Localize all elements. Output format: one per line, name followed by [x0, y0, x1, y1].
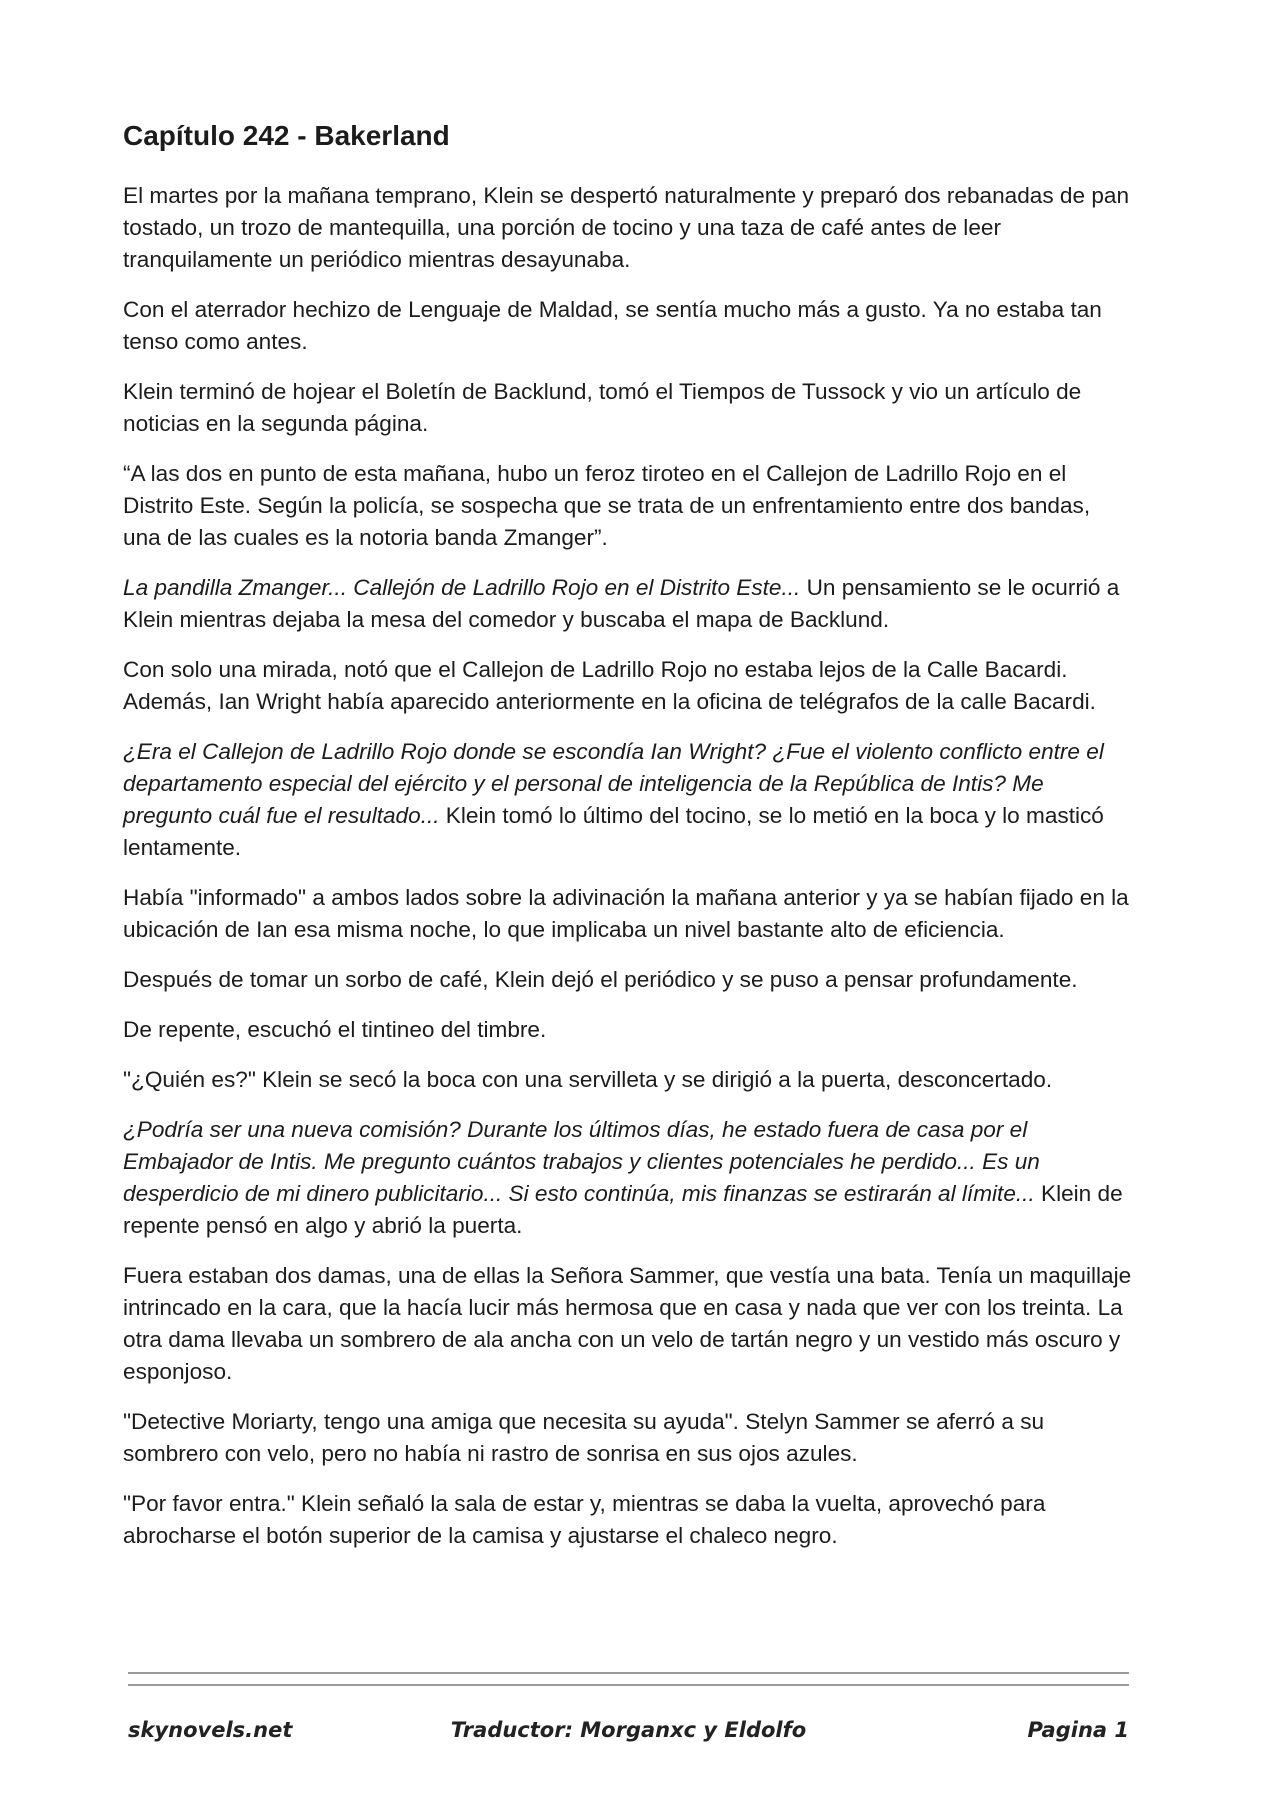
paragraph [123, 882, 1133, 946]
body-text: "¿Quién es?" Klein se secó la boca con una servilleta y se dirigió a la puerta, desconcertado. [123, 1067, 1053, 1093]
body-text: Con solo una mirada, notó que el Callejon de Ladrillo Rojo no estaba lejos de la Calle Bacardi. Además, Ian Wright había aparecido anteriormente en la oficina de telégrafos de la calle Bacardi. [123, 657, 1096, 715]
body-text: Un pensamiento se le ocurrió a Klein mientras dejaba la mesa del comedor y buscaba el mapa de Backlund. [123, 575, 1120, 633]
paragraph [123, 1064, 1133, 1096]
paragraph [123, 1014, 1133, 1046]
body-text: Fuera estaban dos damas, una de ellas la Señora Sammer, que vestía una bata. Tenía un maquillaje intrincado en la cara, que la hacía lucir más hermosa que en casa y nada que ver con los treinta. La otra dama llevaba un sombrero de ala ancha con un velo de tartán negro y un vestido más oscuro y esponjoso. [123, 1263, 1132, 1385]
footer-rule-bottom [128, 1684, 1129, 1686]
footer-site-name: skynovels.net [128, 1718, 293, 1742]
body-text: Después de tomar un sorbo de café, Klein dejó el periódico y se puso a pensar profundamente. [123, 967, 1078, 993]
paragraph [123, 654, 1133, 718]
footer-translator-credit: Traductor: Morganxc y Eldolfo [450, 1718, 807, 1742]
paragraph [123, 1114, 1133, 1242]
footer-divider [128, 1672, 1129, 1686]
body-text: De repente, escuchó el tintineo del timbre. [123, 1017, 547, 1043]
page-footer [128, 1712, 1129, 1752]
paragraph [123, 1406, 1133, 1470]
paragraph [123, 458, 1133, 554]
footer-page-number: Pagina 1 [1027, 1718, 1129, 1742]
paragraph-list [123, 180, 1133, 1552]
paragraph [123, 294, 1133, 358]
body-text: Había "informado" a ambos lados sobre la adivinación la mañana anterior y ya se habían fijado en la ubicación de Ian esa misma noche, lo que implicaba un nivel bastante alto de eficiencia. [123, 885, 1129, 943]
paragraph [123, 964, 1133, 996]
body-text: Klein tomó lo último del tocino, se lo metió en la boca y lo masticó lentamente. [123, 803, 1104, 861]
chapter-title: Capítulo 242 - Bakerland [123, 120, 450, 151]
paragraph [123, 736, 1133, 864]
body-text: El martes por la mañana temprano, Klein se despertó naturalmente y preparó dos rebanadas de pan tostado, un trozo de mantequilla, una porción de tocino y una taza de café antes de leer tranquilamente un periódico mientras desayunaba. [123, 183, 1130, 273]
body-text: Con el aterrador hechizo de Lenguaje de Maldad, se sentía mucho más a gusto. Ya no estaba tan tenso como antes. [123, 297, 1102, 355]
italic-text: La pandilla Zmanger... Callejón de Ladrillo Rojo en el Distrito Este... [123, 575, 801, 601]
paragraph [123, 180, 1133, 276]
paragraph [123, 376, 1133, 440]
paragraph [123, 572, 1133, 636]
body-text: “A las dos en punto de esta mañana, hubo un feroz tiroteo en el Callejon de Ladrillo Rojo en el Distrito Este. Según la policía, se sospecha que se trata de un enfrentamiento entre dos bandas, una de las cuales es la notoria banda Zmanger”. [123, 461, 1091, 551]
paragraph [123, 1488, 1133, 1552]
body-text: Klein terminó de hojear el Boletín de Backlund, tomó el Tiempos de Tussock y vio un artículo de noticias en la segunda página. [123, 379, 1082, 437]
body-text: "Por favor entra." Klein señaló la sala de estar y, mientras se daba la vuelta, aprovechó para abrocharse el botón superior de la camisa y ajustarse el chaleco negro. [123, 1491, 1046, 1549]
document-body [123, 118, 1133, 1570]
body-text: Klein de repente pensó en algo y abrió la puerta. [123, 1181, 1123, 1239]
body-text: "Detective Moriarty, tengo una amiga que necesita su ayuda". Stelyn Sammer se aferró a su sombrero con velo, pero no había ni rastro de sonrisa en sus ojos azules. [123, 1409, 1045, 1467]
italic-text: ¿Era el Callejon de Ladrillo Rojo donde se escondía Ian Wright? ¿Fue el violento conflicto entre el departamento especial del ejército y el personal de inteligencia de la República de Intis? Me pregunto cuál fue el resultado... [123, 739, 1104, 829]
italic-text: ¿Podría ser una nueva comisión? Durante los últimos días, he estado fuera de casa por el Embajador de Intis. Me pregunto cuántos trabajos y clientes potenciales he perdido... Es un desperdicio de mi dinero publicitario... Si esto continúa, mis finanzas se estirarán al límite... [123, 1117, 1040, 1207]
paragraph [123, 1260, 1133, 1388]
footer-rule-top [128, 1672, 1129, 1674]
